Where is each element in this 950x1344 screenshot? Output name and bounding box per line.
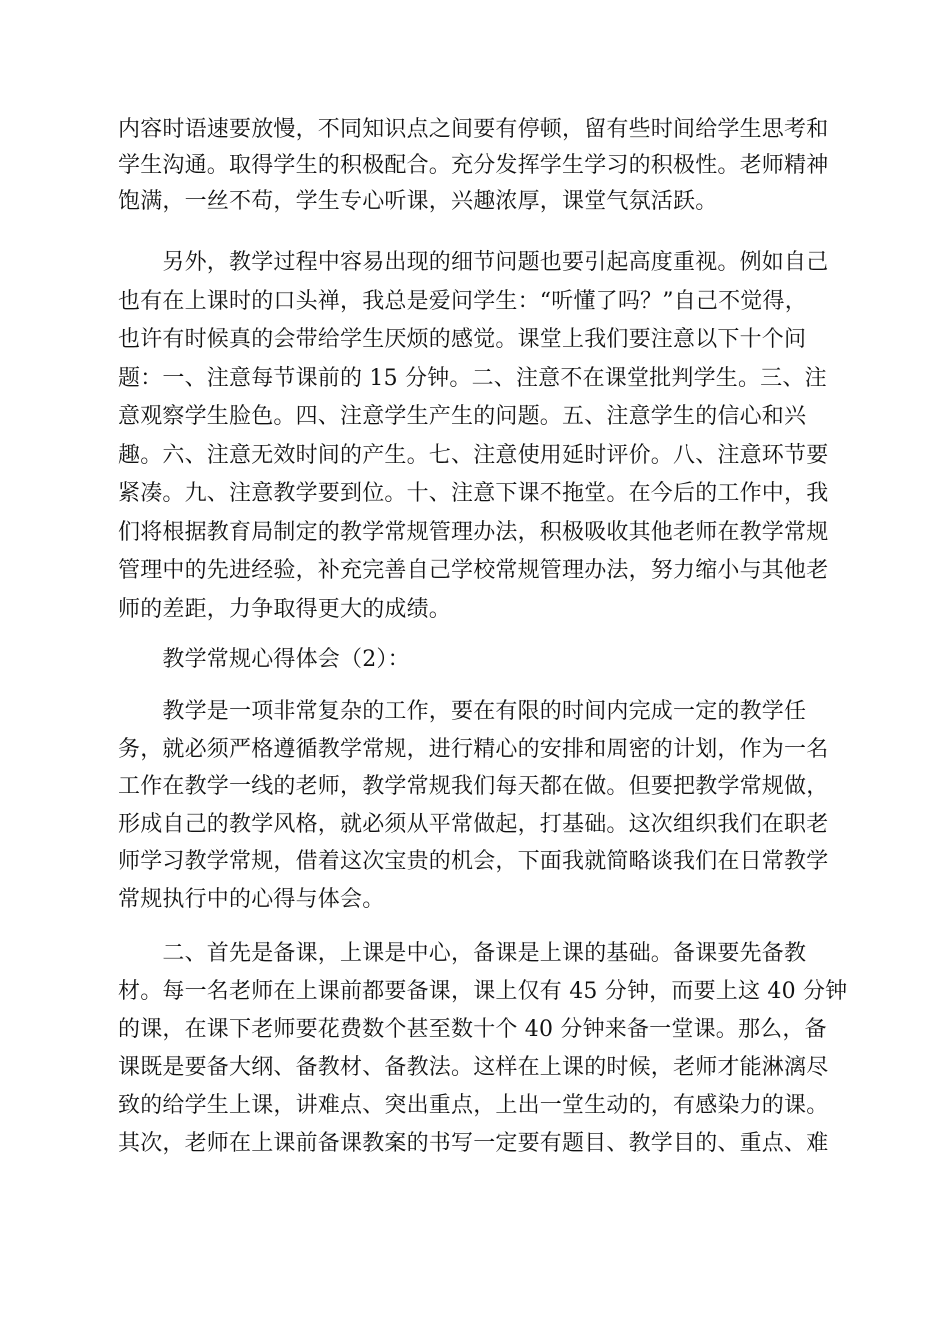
text-line: 教学是一项非常复杂的工作，要在有限的时间内完成一定的教学任 <box>118 699 807 724</box>
section-heading <box>118 642 832 678</box>
text-line: 意观察学生脸色。四、注意学生产生的问题。五、注意学生的信心和兴 <box>118 404 807 429</box>
text-line: 工作在教学一线的老师，教学常规我们每天都在做。但要把教学常规做， <box>118 774 829 799</box>
text-line: 其次，老师在上课前备课教案的书写一定要有题目、教学目的、重点、难 <box>118 1131 829 1156</box>
text-line: 务，就必须严格遵循教学常规，进行精心的安排和周密的计划，作为一名 <box>118 736 829 762</box>
text-line: 学生沟通。取得学生的积极配合。充分发挥学生学习的积极性。老师精神 <box>118 153 829 178</box>
paragraph-2 <box>118 244 832 629</box>
heading-line: 教学常规心得体会（2）： <box>118 647 410 672</box>
text-line: 紧凑。九、注意教学要到位。十、注意下课不拖堂。在今后的工作中，我 <box>118 481 829 506</box>
text-line: 的课，在课下老师要花费数个甚至数十个 40 分钟来备一堂课。那么，备 <box>118 1017 827 1042</box>
text-line: 内容时语速要放慢，不同知识点之间要有停顿，留有些时间给学生思考和 <box>118 117 829 142</box>
text-line: 形成自己的教学风格，就必须从平常做起，打基础。这次组织我们在职老 <box>118 811 829 837</box>
text-line: 二、首先是备课，上课是中心，备课是上课的基础。备课要先备教 <box>118 941 807 966</box>
text-line: 管理中的先进经验，补充完善自己学校常规管理办法，努力缩小与其他老 <box>118 558 829 583</box>
text-line: 也许有时候真的会带给学生厌烦的感觉。课堂上我们要注意以下十个问 <box>118 327 807 352</box>
text-line: 们将根据教育局制定的教学常规管理办法，积极吸收其他老师在教学常规 <box>118 519 829 545</box>
text-line: 也有在上课时的口头禅，我总是爱问学生：“听懂了吗？”自己不觉得， <box>118 288 807 314</box>
text-line: 趣。六、注意无效时间的产生。七、注意使用延时评价。八、注意环节要 <box>118 442 829 468</box>
text-line: 题：一、注意每节课前的 15 分钟。二、注意不在课堂批判学生。三、注 <box>118 365 827 391</box>
text-line: 另外，教学过程中容易出现的细节问题也要引起高度重视。例如自己 <box>118 250 829 275</box>
text-line: 师的差距，力争取得更大的成绩。 <box>118 596 452 622</box>
text-line: 致的给学生上课，讲难点、突出重点，上出一堂生动的，有感染力的课。 <box>118 1093 829 1118</box>
text-line: 师学习教学常规，借着这次宝贵的机会，下面我就简略谈我们在日常教学 <box>118 849 829 874</box>
paragraph-3 <box>118 693 832 918</box>
text-line: 材。每一名老师在上课前都要备课，课上仅有 45 分钟，而要上这 40 分钟 <box>118 979 848 1004</box>
paragraph-4 <box>118 935 848 1163</box>
paragraph-1 <box>118 112 832 220</box>
text-line: 饱满，一丝不苟，学生专心听课，兴趣浓厚，课堂气氛活跃。 <box>118 189 718 214</box>
text-line: 常规执行中的心得与体会。 <box>118 886 385 912</box>
text-line: 课既是要备大纲、备教材、备教法。这样在上课的时候，老师才能淋漓尽 <box>118 1055 829 1080</box>
